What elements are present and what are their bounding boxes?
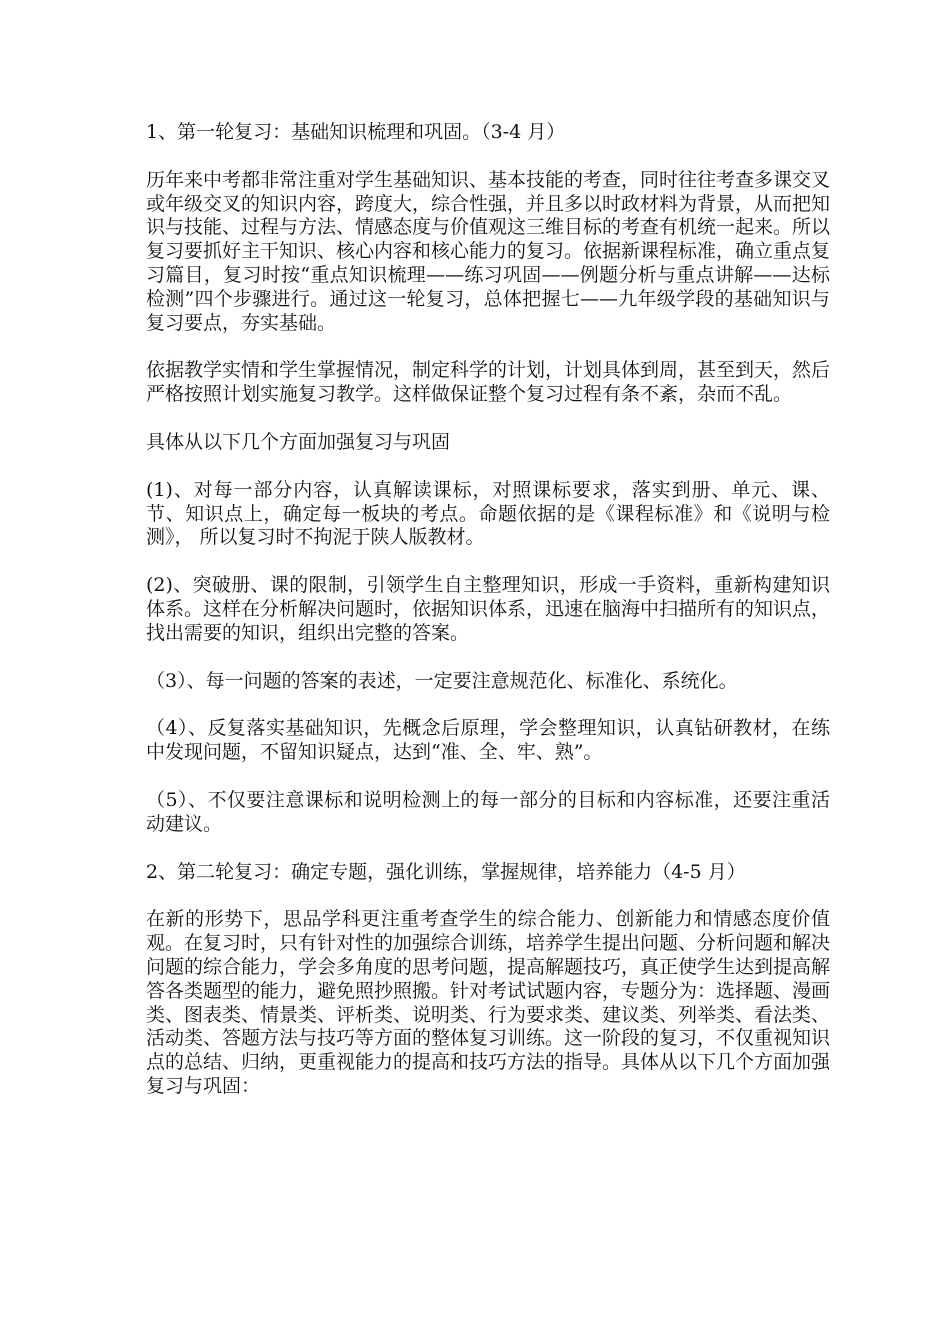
paragraph: 在新的形势下，思品学科更注重考查学生的综合能力、创新能力和情感态度价值观。在复习时，只有针对性的加强综合训练，培养学生提出问题、分析问题和解决问题的综合能力，学会多角度的思考问题，提高解题技巧，真正使学生达到提高解答各类题型的能力，避免照抄照搬。针对考试试题内容，专题分为：选择题、漫画类、图表类、情景类、评析类、说明类、行为要求类、建议类、列举类、看法类、活动类、答题方法与技巧等方面的整体复习训练。这一阶段的复习，不仅重视知识点的总结、归纳，更重视能力的提高和技巧方法的指导。具体从以下几个方面加强复习与巩固： [146,908,831,1097]
paragraph: 历年来中考都非常注重对学生基础知识、基本技能的考查，同时往往考查多课交叉或年级交叉的知识内容，跨度大，综合性强，并且多以时政材料为背景，从而把知识与技能、过程与方法、情感态度与价值观这三维目标的考查有机统一起来。所以复习要抓好主干知识、核心内容和核心能力的复习。依据新课程标准，确立重点复习篇目，复习时按“重点知识梳理——练习巩固——例题分析与重点讲解——达标检测”四个步骤进行。通过这一轮复习，总体把握七——九年级学段的基础知识与复习要点，夯实基础。 [146,168,831,334]
list-item: （4）、反复落实基础知识，先概念后原理，学会整理知识，认真钻研教材，在练中发现问题，不留知识疑点，达到“准、全、牢、熟”。 [146,717,830,764]
document-body [146,121,830,1123]
section-2-heading: 2、第二轮复习：确定专题，强化训练，掌握规律，培养能力（4-5 月） [146,860,746,883]
section-1-heading: 1、第一轮复习：基础知识梳理和巩固。（3-4 月） [146,121,566,143]
list-item: （5）、不仅要注意课标和说明检测上的每一部分的目标和内容标准，还要注重活动建议。 [146,788,830,835]
list-item: (2)、突破册、课的限制，引领学生自主整理知识，形成一手资料，重新构建知识体系。这样在分析解决问题时，依据知识体系，迅速在脑海中扫描所有的知识点，找出需要的知识，组织出完整的答案。 [146,574,831,644]
list-item: （3）、每一问题的答案的表述，一定要注意规范化、标准化、系统化。 [146,669,738,692]
paragraph: 依据教学实情和学生掌握情况，制定科学的计划，计划具体到周，甚至到天，然后严格按照计划实施复习教学。这样做保证整个复习过程有条不紊，杂而不乱。 [146,359,831,406]
list-item: (1)、对每一部分内容，认真解读课标，对照课标要求，落实到册、单元、课、节、知识点上，确定每一板块的考点。命题依据的是《课程标准》和《说明与检测》， 所以复习时不拘泥于陕人版教材。 [146,478,830,549]
paragraph: 具体从以下几个方面加强复习与巩固 [146,430,451,453]
